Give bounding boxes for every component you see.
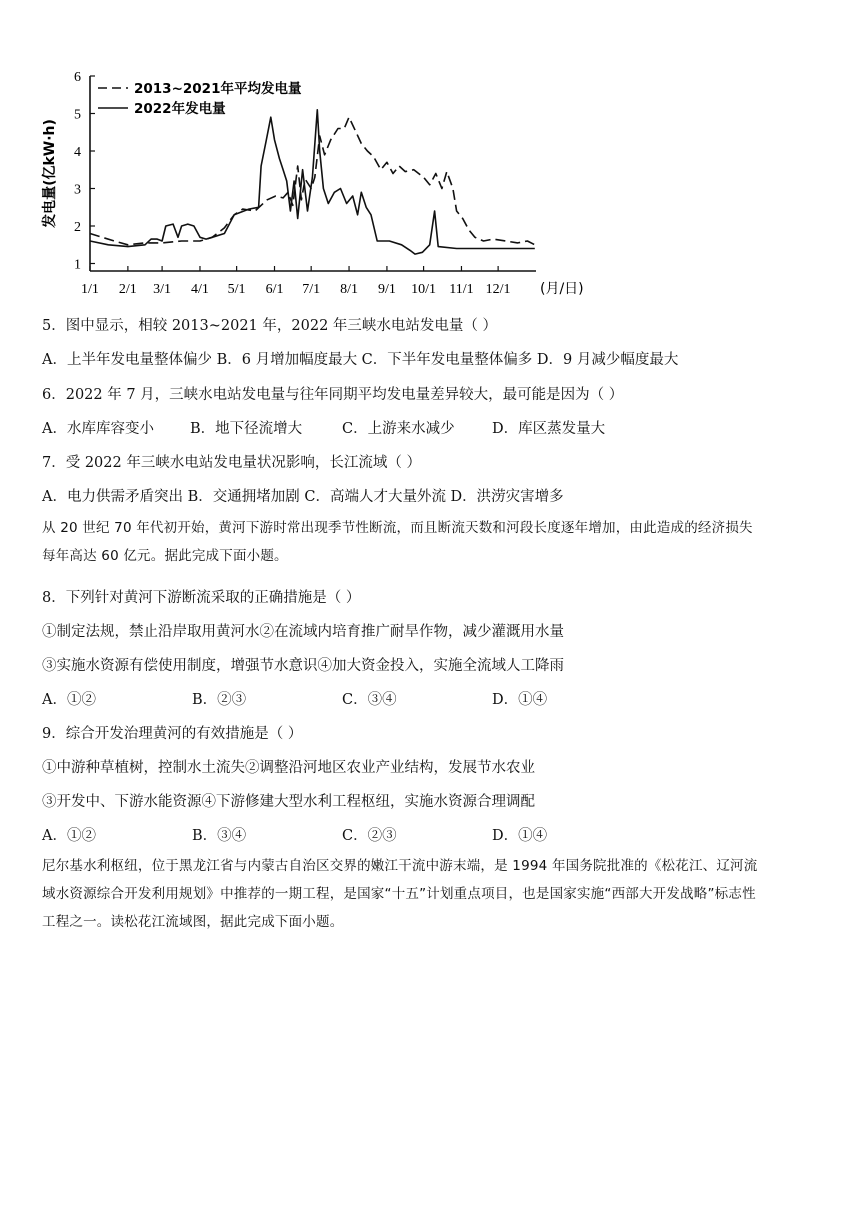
question-5-options[interactable]: A．上半年发电量整体偏少 B．6 月增加幅度最大 C．下半年发电量整体偏多 D．9 月减少幅度最大: [42, 352, 679, 368]
x-tick-label: 1/1: [81, 282, 99, 297]
y-tick-label: 5: [74, 107, 81, 123]
q8-option-a[interactable]: A．①②: [42, 692, 96, 708]
power-generation-chart: [38, 66, 598, 302]
q9-option-b[interactable]: B．③④: [192, 828, 247, 844]
passage-line: 从 20 世纪 70 年代初开始，黄河下游时常出现季节性断流，而且断流天数和河段长度逐年增加，由此造成的经济损失: [42, 520, 753, 536]
question-9-item-line-2: ③开发中、下游水能资源④下游修建大型水利工程枢纽，实施水资源合理调配: [42, 794, 535, 810]
legend: [98, 80, 302, 117]
x-tick-label: 5/1: [227, 282, 246, 297]
x-tick-label: 7/1: [302, 282, 321, 297]
x-tick-label: 10/1: [411, 282, 437, 297]
question-7-stem: 7．受 2022 年三峡水电站发电量状况影响，长江流域（ ）: [42, 455, 421, 471]
passage-line: 域水资源综合开发利用规划》中推荐的一期工程，是国家“十五”计划重点项目，也是国家实施“西部大开发战略”标志性: [42, 886, 756, 902]
q8-option-c[interactable]: C．③④: [342, 692, 397, 708]
question-5-stem: 5．图中显示，相较 2013~2021 年，2022 年三峡水电站发电量（ ）: [42, 318, 498, 334]
y-tick-label: 6: [74, 70, 81, 85]
x-tick-label: 4/1: [191, 282, 209, 297]
question-9-stem: 9．综合开发治理黄河的有效措施是（ ）: [42, 726, 303, 742]
q9-option-d[interactable]: D．①④: [492, 828, 548, 844]
question-9-item-line-1: ①中游种草植树，控制水土流失②调整沿河地区农业产业结构，发展节水农业: [42, 760, 535, 776]
question-8-item-line-2: ③实施水资源有偿使用制度，增强节水意识④加大资金投入，实施全流域人工降雨: [42, 658, 564, 674]
question-7-options[interactable]: A．电力供需矛盾突出 B．交通拥堵加剧 C．高端人才大量外流 D．洪涝灾害增多: [42, 489, 564, 505]
passage-yellow-river: [42, 514, 822, 570]
question-6-stem: 6．2022 年 7 月，三峡水电站发电量与往年同期平均发电量差异较大，最可能是因为（ ）: [42, 387, 624, 403]
q6-option-d[interactable]: D．库区蒸发量大: [492, 421, 606, 437]
q8-option-d[interactable]: D．①④: [492, 692, 548, 708]
q6-option-c[interactable]: C．上游来水减少: [342, 421, 455, 437]
passage-nierji: [42, 852, 822, 936]
series-2022: [90, 110, 535, 254]
q9-option-a[interactable]: A．①②: [42, 828, 96, 844]
legend-label: 2013~2021年平均发电量: [134, 81, 302, 97]
q8-option-b[interactable]: B．②③: [192, 692, 247, 708]
question-8-stem: 8．下列针对黄河下游断流采取的正确措施是（ ）: [42, 590, 361, 606]
question-8-options: [42, 690, 742, 710]
y-axis-label: 发电量(亿kW·h): [42, 119, 58, 228]
x-tick-label: 9/1: [377, 282, 396, 297]
x-tick-label: 8/1: [340, 282, 358, 297]
x-tick-label: 6/1: [265, 282, 284, 297]
passage-line: 尼尔基水利枢纽，位于黑龙江省与内蒙古自治区交界的嫩江干流中游末端，是 1994 年国务院批准的《松花江、辽河流: [42, 858, 758, 874]
y-tick-label: 2: [74, 220, 81, 235]
question-8-item-line-1: ①制定法规，禁止沿岸取用黄河水②在流域内培育推广耐旱作物，减少灌溉用水量: [42, 624, 564, 640]
q6-option-b[interactable]: B．地下径流增大: [190, 421, 303, 437]
q9-option-c[interactable]: C．②③: [342, 828, 397, 844]
y-tick-label: 4: [74, 145, 81, 160]
x-tick-label: 3/1: [153, 282, 172, 297]
question-6-options: [42, 419, 742, 439]
x-axis-unit: (月/日): [540, 281, 584, 297]
x-tick-label: 2/1: [118, 282, 137, 297]
question-9-options: [42, 826, 742, 846]
y-tick-label: 1: [74, 257, 81, 273]
passage-line: 工程之一。读松花江流域图，据此完成下面小题。: [42, 914, 344, 930]
x-tick-label: 12/1: [485, 282, 511, 297]
y-tick-label: 3: [74, 182, 81, 198]
series-lines: [90, 110, 535, 254]
x-tick-label: 11/1: [449, 282, 474, 297]
passage-line: 每年高达 60 亿元。据此完成下面小题。: [42, 548, 288, 564]
legend-label: 2022年发电量: [134, 101, 226, 117]
q6-option-a[interactable]: A．水库库容变小: [42, 421, 154, 437]
